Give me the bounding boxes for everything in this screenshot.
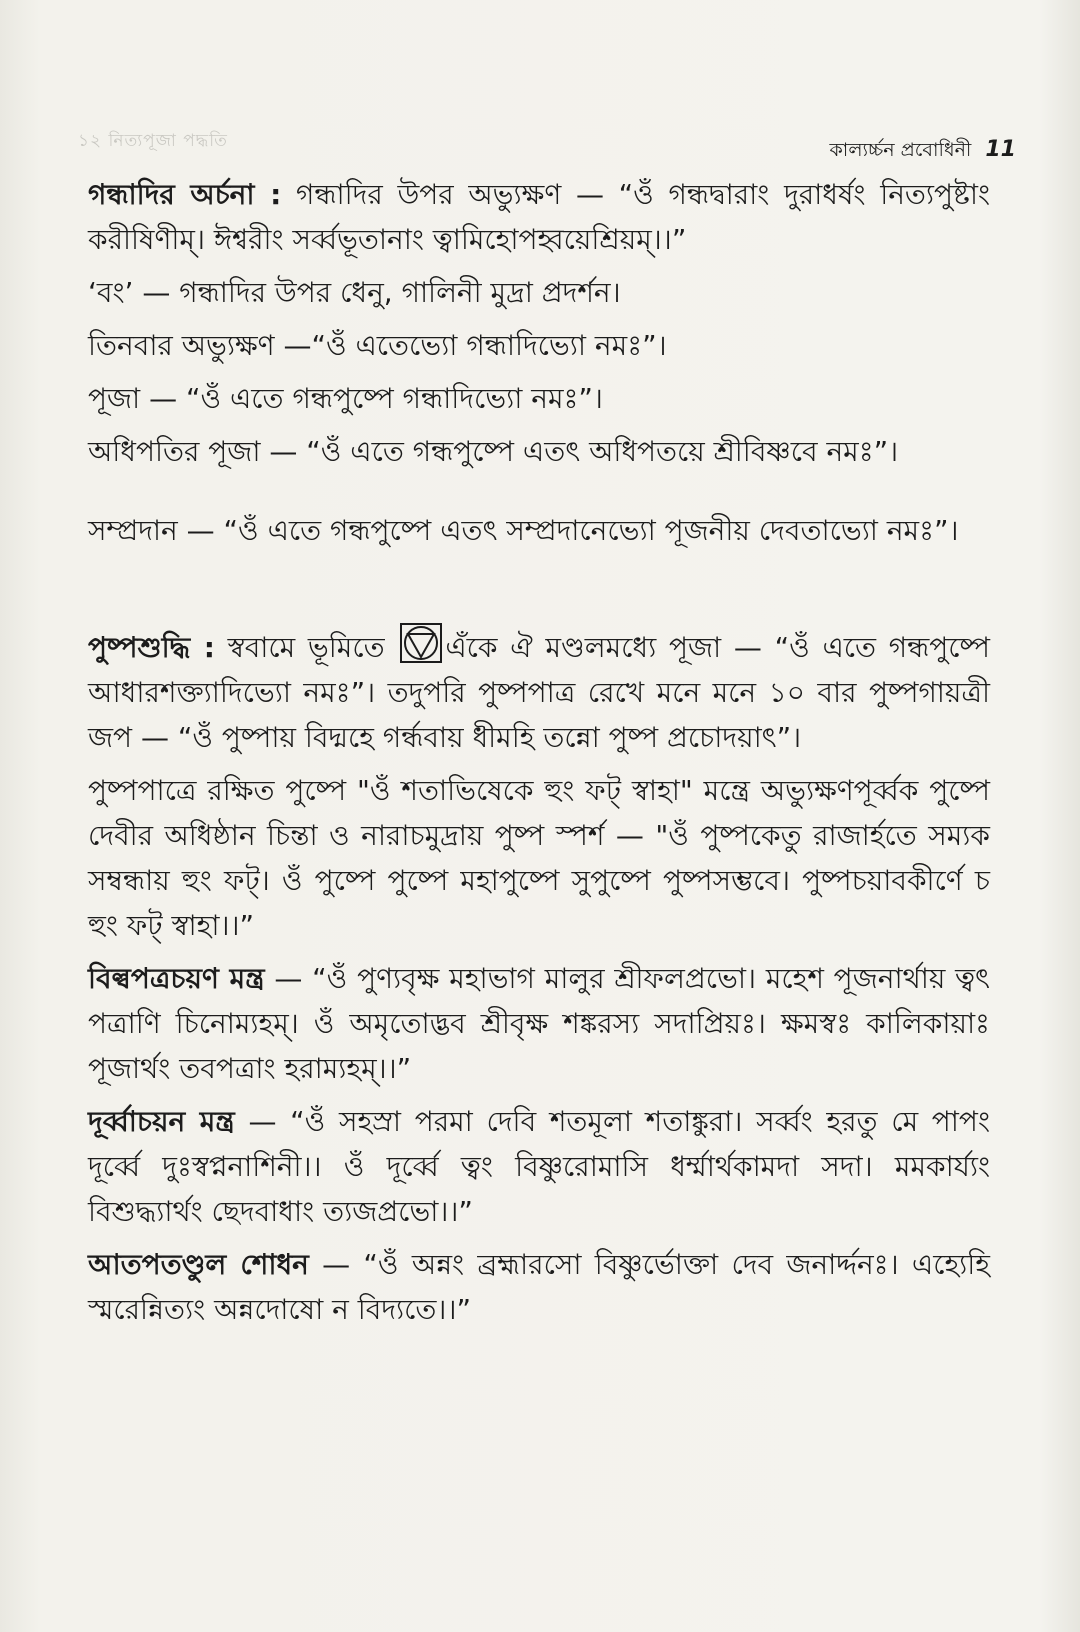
paragraph-sampradan — [88, 508, 990, 553]
paragraph-durva — [88, 1099, 990, 1234]
paragraph-pushpa-shuddhi — [88, 623, 990, 760]
paragraph-text: এঁকে ঐ মণ্ডলমধ্যে পূজা — “ওঁ এতে গন্ধপুষ্পে আধারশক্ত্যাদিভ্যো নমঃ”। তদুপরি পুষ্পপাত্র রেখে মনে মনে ১০ বার পুষ্পগায়ত্রী জপ — “ওঁ পুষ্পায় বিদ্মহে গর্ন্ধবায় ধীমহি তন্নো পুষ্প প্রচোদয়াৎ”। — [88, 631, 991, 754]
section-label: দূর্ব্বাচয়ন মন্ত্র — [88, 1105, 235, 1138]
running-header — [830, 136, 1016, 168]
section-label: বিল্বপত্রচয়ণ মন্ত্র — [88, 962, 265, 995]
paragraph-pushpa-patra — [88, 768, 990, 948]
paragraph-text: অধিপতির পূজা — “ওঁ এতে গন্ধপুষ্পে এতৎ অধিপতয়ে শ্রীবিষ্ণবে নমঃ”। — [88, 435, 899, 468]
paragraph-text: তিনবার অভ্যুক্ষণ —“ওঁ এতেভ্যো গন্ধাদিভ্যো নমঃ”। — [88, 329, 667, 362]
paragraph-text: পুষ্পপাত্রে রক্ষিত পুষ্পে "ওঁ শতাভিষেকে হুং ফট্ স্বাহা" মন্ত্রে অভ্যুক্ষণপূর্ব্বক পুষ্পে দেবীর অধিষ্ঠান চিন্তা ও নারাচমুদ্রায় পুষ্প স্পর্শ — "ওঁ পুষ্পকেতু রাজার্হতে সম্যক সম্বন্ধায় হুং ফট্। ওঁ পুষ্পে পুষ্পে মহাপুষ্পে সুপুষ্পে পুষ্পসম্ভবে। পুষ্পচয়াবকীর্ণে চ হুং ফট্ স্বাহা।।” — [88, 774, 990, 942]
paragraph-bilvapatra — [88, 956, 990, 1091]
page-number: 11 — [985, 137, 1016, 162]
triangle-in-circle-in-square-icon — [399, 623, 443, 663]
paragraph-text: ‘বং’ — গন্ধাদির উপর ধেনু, গালিনী মুদ্রা প্রদর্শন। — [88, 276, 621, 309]
paragraph-text: সম্প্রদান — “ওঁ এতে গন্ধপুষ্পে এতৎ সম্প্রদানেভ্যো পূজনীয় দেবতাভ্যো নমঃ”। — [88, 514, 959, 547]
paragraph-text: পূজা — “ওঁ এতে গন্ধপুষ্পে গন্ধাদিভ্যো নমঃ”। — [88, 382, 603, 415]
section-label: আতপতণ্ডুল শোধন — [88, 1248, 309, 1281]
paragraph-text: — “ওঁ অন্নং ব্রহ্মারসো বিষ্ণুর্ভোক্তা দেব জনার্দ্দনঃ। এহ্যেহি স্মরেন্নিত্যং অন্নদোষো ন বিদ্যতে।।” — [88, 1248, 991, 1326]
book-title: কাল্যর্চ্চন প্রবোধিনী — [829, 139, 972, 161]
paragraph-text: — “ওঁ সহস্রা পরমা দেবি শতমূলা শতাঙ্কুরা। সর্ব্বং হরতু মে পাপং দূর্ব্বে দুঃস্বপ্ননাশিনী।। ওঁ দূর্ব্বে ত্বং বিষ্ণুরোমাসি ধর্ম্মার্থকামদা সদা। মমকার্য্যং বিশুদ্ধ্যার্থং ছেদবাধাং ত্যজপ্রভো।।” — [88, 1105, 990, 1228]
section-label: পুষ্পশুদ্ধি : — [88, 631, 215, 664]
section-label: গন্ধাদির অর্চনা : — [88, 178, 282, 211]
paragraph-adhipati-puja — [88, 429, 990, 474]
paragraph-text: — “ওঁ পুণ্যবৃক্ষ মহাভাগ মালুর শ্রীফলপ্রভো। মহেশ পূজনার্থায় ত্বৎ পত্রাণি চিনোম্যহম্। ওঁ অমৃতোদ্ভব শ্রীবৃক্ষ শঙ্করস্য সদাপ্রিয়ঃ। ক্ষমস্বঃ কালিকায়াঃ পূজার্থং তবপত্রাং হরাম্যহম্।।” — [88, 962, 990, 1085]
page-body — [88, 172, 990, 1340]
paragraph-gandhadi-archana — [88, 172, 990, 262]
paragraph-text: স্ববামে ভূমিতে — [227, 631, 385, 664]
paragraph-bam — [88, 270, 990, 315]
paragraph-puja — [88, 376, 990, 421]
paragraph-atapa-tandul — [88, 1242, 990, 1332]
bleed-through-text: ১২ নিত্যপূজা পদ্ধতি — [78, 131, 228, 151]
paragraph-text: গন্ধাদির উপর অভ্যুক্ষণ — “ওঁ গন্ধদ্বারাং দুরাধর্ষং নিত্যপুষ্টাং করীষিণীম্। ঈশ্বরীং সর্ব্বভূতানাং ত্বামিহোপহ্বয়েশ্রিয়ম্।।” — [88, 178, 991, 256]
paragraph-abhyukshan — [88, 323, 990, 368]
